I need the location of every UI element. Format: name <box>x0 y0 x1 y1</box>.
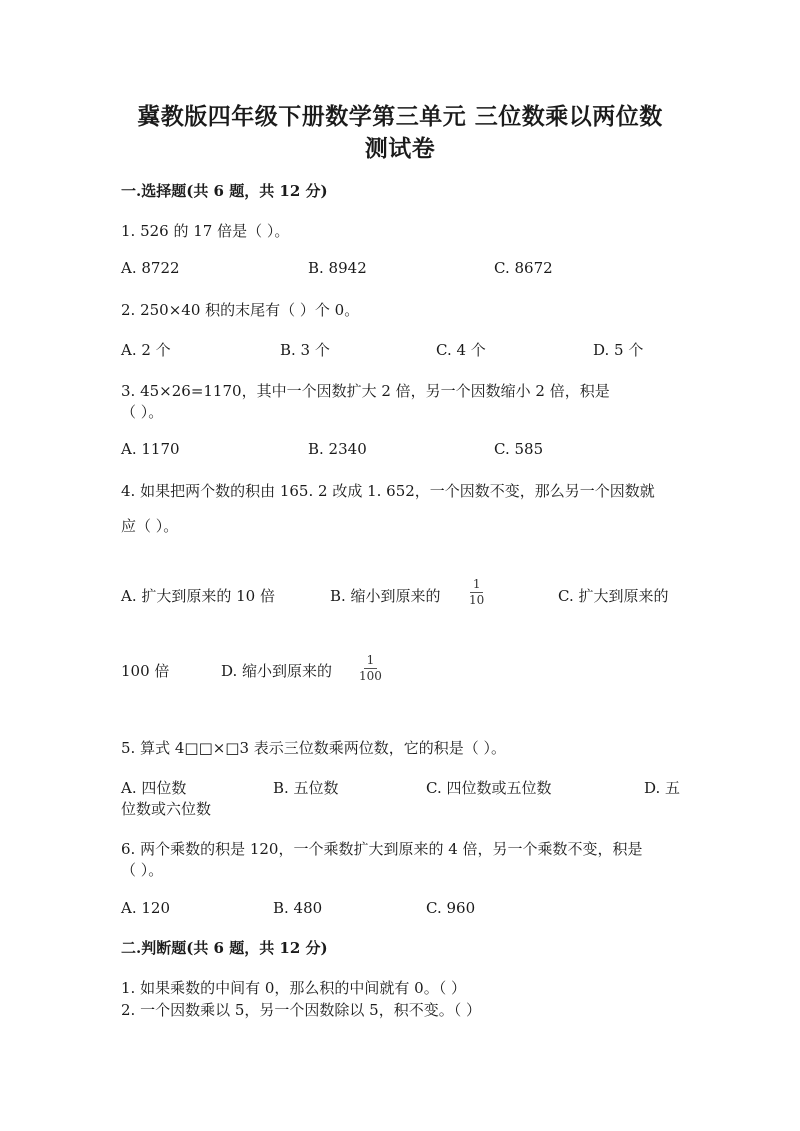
section-heading-true-false: 二.判断题(共 6 题，共 12 分) <box>121 939 328 957</box>
page-title-line1: 冀教版四年级下册数学第三单元 三位数乘以两位数 <box>137 103 663 130</box>
question-5-option-d-line2: 位数或六位数 <box>121 800 212 818</box>
question-1-option-b: B. 8942 <box>308 259 367 277</box>
question-1-text: 1. 526 的 17 倍是（ ）。 <box>121 222 290 240</box>
fraction-numerator: 1 <box>364 654 378 669</box>
fraction-denominator: 100 <box>359 669 382 683</box>
question-1-option-a: A. 8722 <box>121 259 180 277</box>
question-2-option-b: B. 3 个 <box>280 341 330 359</box>
question-6-text-line1: 6. 两个乘数的积是 120，一个乘数扩大到原来的 4 倍，另一个乘数不变，积是 <box>121 840 643 858</box>
question-3-option-b: B. 2340 <box>308 440 367 458</box>
fraction-denominator: 10 <box>469 593 485 607</box>
question-6-text-line2: （ ）。 <box>121 861 164 879</box>
question-1-option-c: C. 8672 <box>494 259 553 277</box>
question-3-option-a: A. 1170 <box>121 440 180 458</box>
question-6-option-c: C. 960 <box>426 899 476 917</box>
question-2-option-c: C. 4 个 <box>436 341 486 359</box>
question-5-option-d-line1: D. 五 <box>644 779 681 797</box>
question-6-option-b: B. 480 <box>273 899 323 917</box>
true-false-2-text: 2. 一个因数乘以 5，另一个因数除以 5，积不变。（ ） <box>121 1001 481 1019</box>
question-3-text-line2: （ ）。 <box>121 403 164 421</box>
section-heading-choice: 一.选择题(共 6 题，共 12 分) <box>121 182 328 200</box>
question-3-option-c: C. 585 <box>494 440 544 458</box>
question-4-option-b: B. 缩小到原来的 <box>330 587 441 605</box>
question-4-option-a: A. 扩大到原来的 10 倍 <box>121 587 275 605</box>
question-4-option-b-fraction <box>466 578 487 607</box>
question-2-option-a: A. 2 个 <box>121 341 171 359</box>
true-false-1-text: 1. 如果乘数的中间有 0，那么积的中间就有 0。（ ） <box>121 979 466 997</box>
question-2-option-d: D. 5 个 <box>593 341 644 359</box>
question-4-option-c-line1: C. 扩大到原来的 <box>558 587 669 605</box>
fraction-numerator: 1 <box>470 578 484 593</box>
question-2-text: 2. 250×40 积的末尾有（ ）个 0。 <box>121 301 360 319</box>
question-4-option-d-fraction <box>356 654 385 683</box>
question-5-option-c: C. 四位数或五位数 <box>426 779 552 797</box>
question-4-option-c-line2: 100 倍 <box>121 662 170 680</box>
question-5-text: 5. 算式 4□□×□3 表示三位数乘两位数，它的积是（ ）。 <box>121 739 507 757</box>
question-4-text-line2: 应（ ）。 <box>121 517 179 535</box>
question-6-option-a: A. 120 <box>121 899 170 917</box>
question-3-text-line1: 3. 45×26=1170，其中一个因数扩大 2 倍，另一个因数缩小 2 倍，积是 <box>121 382 610 400</box>
question-4-text-line1: 4. 如果把两个数的积由 165. 2 改成 1. 652，一个因数不变，那么另一个因数就 <box>121 482 655 500</box>
page-title-line2: 测试卷 <box>364 135 436 162</box>
question-5-option-b: B. 五位数 <box>273 779 339 797</box>
question-5-option-a: A. 四位数 <box>121 779 187 797</box>
question-4-option-d: D. 缩小到原来的 <box>221 662 333 680</box>
